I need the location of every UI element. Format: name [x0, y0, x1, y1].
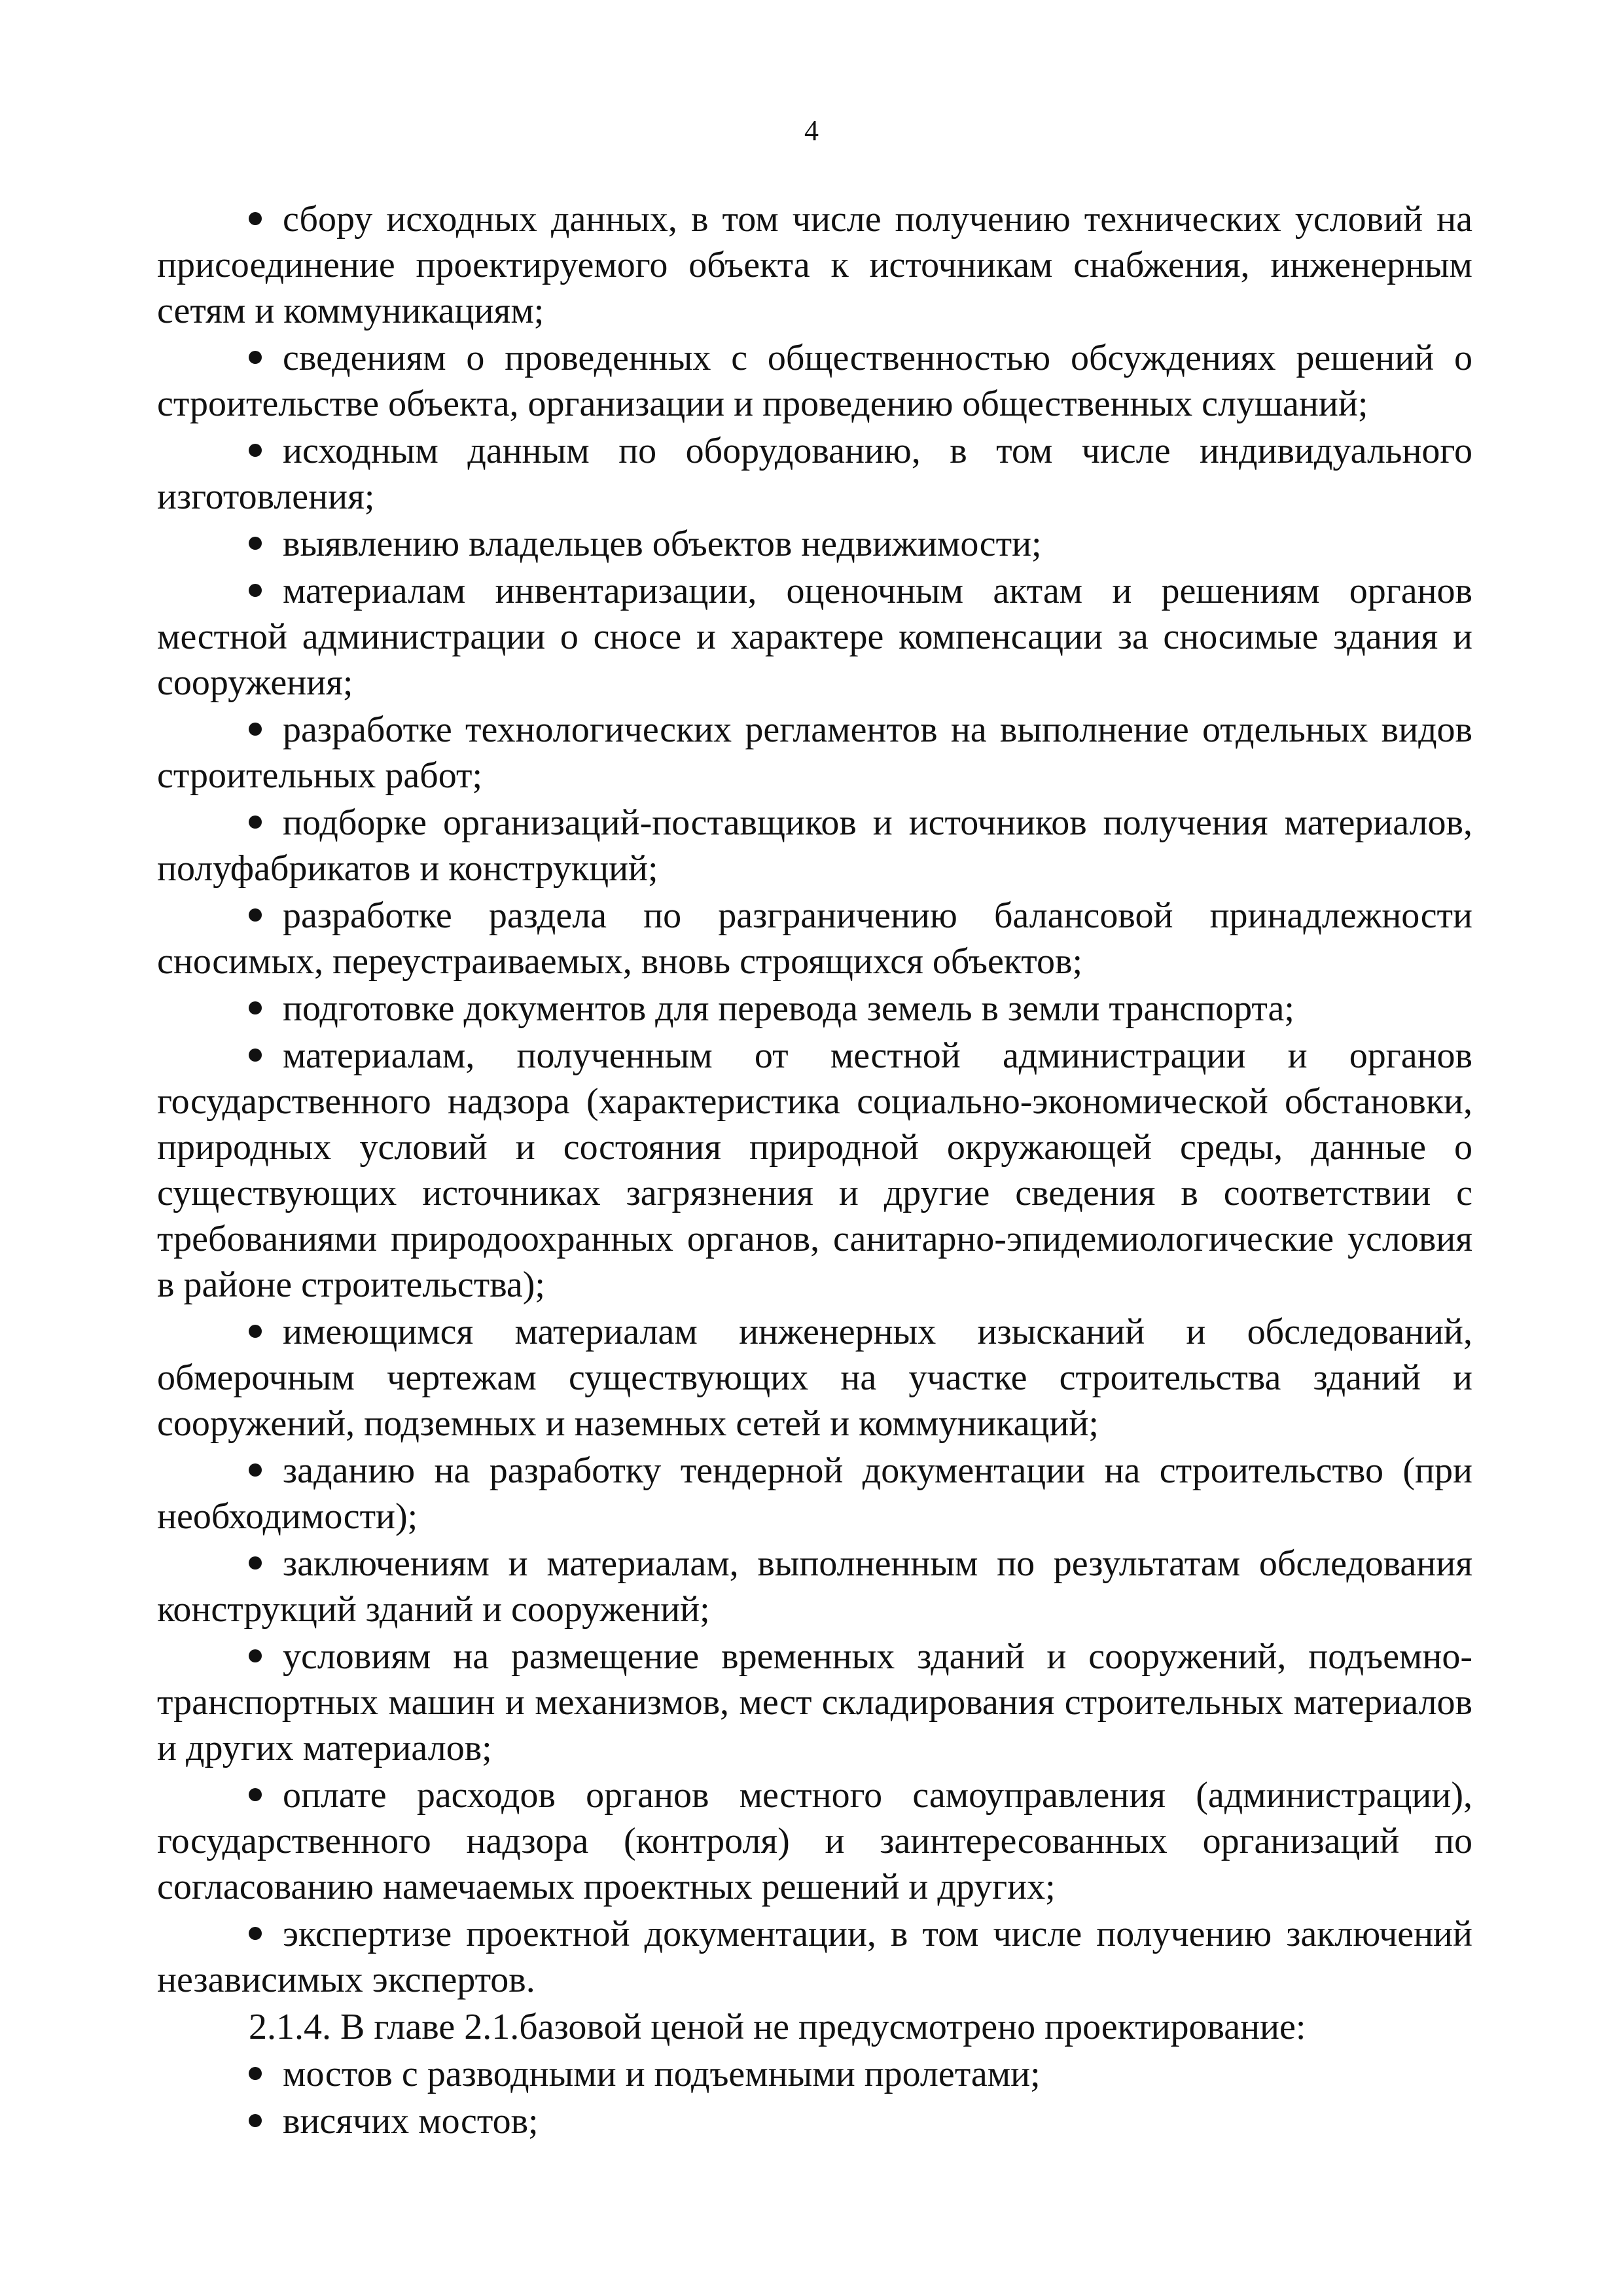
- bullet-icon: [249, 212, 262, 225]
- bullet-text: подготовке документов для перевода земель в земли транспорта;: [283, 988, 1294, 1029]
- page-number: 4: [804, 115, 819, 147]
- bullet-text: условиям на размещение временных зданий и сооружений, подъемно-транспортных машин и механизмов, мест складирования строительных материалов и других материалов;: [157, 1636, 1472, 1768]
- bullet-item: [157, 986, 1472, 1031]
- bullet-text: исходным данным по оборудованию, в том числе индивидуального изготовления;: [157, 431, 1472, 517]
- document-body: [157, 196, 1472, 2145]
- bullet-icon: [249, 816, 262, 829]
- bullet-text: разработке технологических регламентов на выполнение отдельных видов строительных работ;: [157, 709, 1472, 796]
- bullet-text: имеющимся материалам инженерных изысканий и обследований, обмерочным чертежам существующих на участке строительства зданий и сооружений, подземных и наземных сетей и коммуникаций;: [157, 1312, 1472, 1444]
- bullet-item: [157, 428, 1472, 520]
- bullet-text: экспертизе проектной документации, в том числе получению заключений независимых экспертов.: [157, 1914, 1472, 2000]
- bullet-item: [157, 1033, 1472, 1308]
- bullet-text: оплате расходов органов местного самоуправления (администрации), государственного надзора (контроля) и заинтересованных организаций по согласованию намечаемых проектных решений и других;: [157, 1775, 1472, 1907]
- bullet-item: [157, 1448, 1472, 1539]
- bullet-icon: [249, 723, 262, 736]
- bullet-icon: [249, 444, 262, 457]
- section-paragraph: 2.1.4. В главе 2.1.базовой ценой не предусмотрено проектирование:: [249, 2007, 1306, 2047]
- bullet-text: материалам, полученным от местной администрации и органов государственного надзора (характеристика социально-экономической обстановки, природных условий и состояния природной окружающей среды, данные о существующих источниках загрязнения и другие сведения в соответствии с требованиями природоохранных органов, санитарно-эпидемиологические условия в районе строительства);: [157, 1035, 1472, 1305]
- bullet-item: [157, 335, 1472, 427]
- bullet-item: [157, 800, 1472, 891]
- bullet-text: материалам инвентаризации, оценочным актам и решениям органов местной администрации о сносе и характере компенсации за сносимые здания и сооружения;: [157, 571, 1472, 703]
- bullet-icon: [249, 1788, 262, 1801]
- bullet-icon: [249, 1649, 262, 1662]
- section-bullet-item: [157, 2098, 1472, 2144]
- bullet-icon: [249, 908, 262, 922]
- bullet-icon: [249, 537, 262, 550]
- bullet-item: [157, 1634, 1472, 1771]
- bullet-icon: [249, 1927, 262, 1940]
- bullet-item: [157, 1911, 1472, 2003]
- bullet-item: [157, 196, 1472, 334]
- bullet-icon: [249, 584, 262, 597]
- bullet-text: подборке организаций-поставщиков и источников получения материалов, полуфабрикатов и конструкций;: [157, 802, 1472, 889]
- bullet-icon: [249, 2067, 262, 2080]
- bullet-item: [157, 1309, 1472, 1446]
- bullet-text: сведениям о проведенных с общественностью обсуждениях решений о строительстве объекта, организации и проведению общественных слушаний;: [157, 338, 1472, 424]
- bullet-text: сбору исходных данных, в том числе получению технических условий на присоединение проектируемого объекта к источникам снабжения, инженерным сетям и коммуникациям;: [157, 199, 1472, 331]
- section-bullet-item: [157, 2051, 1472, 2097]
- bullet-text: мостов с разводными и подъемными пролетами;: [283, 2054, 1041, 2094]
- bullet-icon: [249, 351, 262, 364]
- bullet-text: висячих мостов;: [283, 2101, 539, 2142]
- bullet-text: разработке раздела по разграничению балансовой принадлежности сносимых, переустраиваемых, вновь строящихся объектов;: [157, 895, 1472, 982]
- bullet-text: заданию на разработку тендерной документации на строительство (при необходимости);: [157, 1450, 1472, 1537]
- bullet-item: [157, 893, 1472, 984]
- bullet-icon: [249, 1049, 262, 1062]
- bullet-text: выявлению владельцев объектов недвижимости;: [283, 524, 1042, 564]
- bullet-item: [157, 521, 1472, 567]
- bullet-icon: [249, 1001, 262, 1014]
- bullet-item: [157, 707, 1472, 798]
- bullet-text: заключениям и материалам, выполненным по результатам обследования конструкций зданий и сооружений;: [157, 1543, 1472, 1630]
- bullet-icon: [249, 1325, 262, 1338]
- bullet-item: [157, 1772, 1472, 1910]
- bullet-icon: [249, 2114, 262, 2127]
- bullet-item: [157, 568, 1472, 706]
- bullet-icon: [249, 1463, 262, 1477]
- bullet-icon: [249, 1556, 262, 1570]
- bullet-item: [157, 1541, 1472, 1632]
